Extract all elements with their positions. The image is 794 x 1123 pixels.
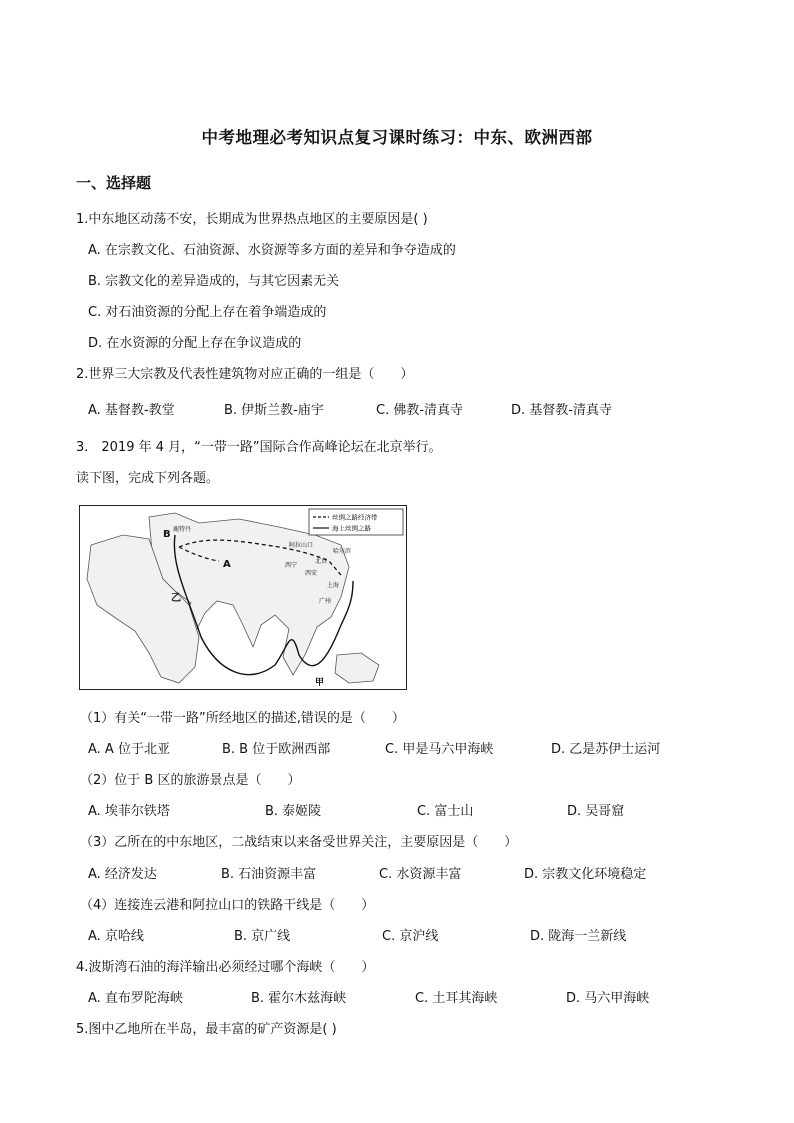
map-label-yi: 乙 bbox=[171, 593, 181, 604]
map-label-b: B bbox=[163, 529, 171, 540]
sub-2-option-a: A. 埃菲尔铁塔 bbox=[88, 804, 170, 819]
question-3-instruction: 读下图，完成下列各题。 bbox=[76, 471, 220, 486]
sub-3-option-b: B. 石油资源丰富 bbox=[221, 867, 317, 882]
sub-3-option-c: C. 水资源丰富 bbox=[379, 867, 462, 882]
sub-1-option-d: D. 乙是苏伊士运河 bbox=[551, 742, 661, 757]
map-label-harbin: 哈尔滨 bbox=[333, 548, 352, 555]
question-4-stem: 4.波斯湾石油的海洋输出必须经过哪个海峡（ ） bbox=[76, 960, 375, 975]
question-2-option-c: C. 佛教-清真寺 bbox=[376, 403, 464, 418]
section-heading: 一、选择题 bbox=[76, 174, 152, 192]
map-label-beijing: 北京 bbox=[315, 558, 328, 565]
question-1-option-c: C. 对石油资源的分配上存在着争端造成的 bbox=[88, 305, 327, 320]
question-3-sub-4-stem: （4）连接连云港和阿拉山口的铁路干线是（ ） bbox=[80, 898, 375, 913]
question-2-option-d: D. 基督教-清真寺 bbox=[511, 403, 612, 418]
sub-1-option-b: B. B 位于欧洲西部 bbox=[222, 742, 331, 757]
question-4-option-b: B. 霍尔木兹海峡 bbox=[251, 991, 347, 1006]
sub-1-option-c: C. 甲是马六甲海峡 bbox=[385, 742, 494, 757]
question-1-option-a: A. 在宗教文化、石油资源、水资源等多方面的差异和争夺造成的 bbox=[88, 243, 456, 258]
map-label-alashankou: 阿拉山口 bbox=[289, 542, 314, 549]
question-2-option-a: A. 基督教-教堂 bbox=[88, 403, 175, 418]
question-5-stem: 5.图中乙地所在半岛，最丰富的矿产资源是( ) bbox=[76, 1022, 337, 1037]
question-4-option-a: A. 直布罗陀海峡 bbox=[88, 991, 183, 1006]
question-1-option-b: B. 宗教文化的差异造成的，与其它因素无关 bbox=[88, 274, 340, 289]
question-3-stem: 3. 2019 年 4 月，“一带一路”国际合作高峰论坛在北京举行。 bbox=[76, 440, 442, 455]
belt-and-road-map bbox=[79, 505, 407, 690]
sub-4-option-d: D. 陇海一兰新线 bbox=[530, 929, 627, 944]
question-1-option-d: D. 在水资源的分配上存在争议造成的 bbox=[88, 336, 302, 351]
legend-maritime-road: 海上丝绸之路 bbox=[332, 524, 371, 533]
question-2-option-b: B. 伊斯兰教-庙宇 bbox=[224, 403, 324, 418]
question-4-option-c: C. 土耳其海峡 bbox=[415, 991, 498, 1006]
map-label-jia: 甲 bbox=[315, 678, 325, 688]
map-label-guangzhou: 广州 bbox=[319, 598, 332, 605]
question-1-stem: 1.中东地区动荡不安，长期成为世界热点地区的主要原因是( ) bbox=[76, 212, 428, 227]
question-3-sub-1-stem: （1）有关“一带一路”所经地区的描述,错误的是（ ） bbox=[80, 711, 405, 726]
question-4-option-d: D. 马六甲海峡 bbox=[566, 991, 650, 1006]
sub-1-option-a: A. A 位于北亚 bbox=[88, 742, 170, 757]
sub-4-option-a: A. 京哈线 bbox=[88, 929, 144, 944]
sub-4-option-c: C. 京沪线 bbox=[382, 929, 439, 944]
question-3-sub-2-stem: （2）位于 B 区的旅游景点是（ ） bbox=[80, 773, 301, 788]
sub-2-option-d: D. 吴哥窟 bbox=[567, 804, 625, 819]
legend-economic-belt: 丝绸之路经济带 bbox=[332, 513, 378, 522]
map-label-shanghai: 上海 bbox=[327, 582, 340, 589]
map-legend bbox=[309, 509, 403, 535]
sub-2-option-c: C. 富士山 bbox=[417, 804, 474, 819]
sub-4-option-b: B. 京广线 bbox=[234, 929, 291, 944]
page-title: 中考地理必考知识点复习课时练习：中东、欧洲西部 bbox=[201, 128, 593, 147]
sub-3-option-d: D. 宗教文化环境稳定 bbox=[524, 867, 647, 882]
map-label-xian: 西安 bbox=[305, 570, 318, 577]
map-label-rotterdam: 鹿特丹 bbox=[173, 526, 192, 533]
map-label-a: A bbox=[223, 559, 231, 570]
sub-3-option-a: A. 经济发达 bbox=[88, 867, 157, 882]
question-2-stem: 2.世界三大宗教及代表性建筑物对应正确的一组是（ ） bbox=[76, 367, 414, 382]
sub-2-option-b: B. 泰姬陵 bbox=[265, 804, 322, 819]
question-3-sub-3-stem: （3）乙所在的中东地区，二战结束以来备受世界关注，主要原因是（ ） bbox=[80, 835, 518, 850]
map-label-xining: 西宁 bbox=[285, 562, 298, 569]
